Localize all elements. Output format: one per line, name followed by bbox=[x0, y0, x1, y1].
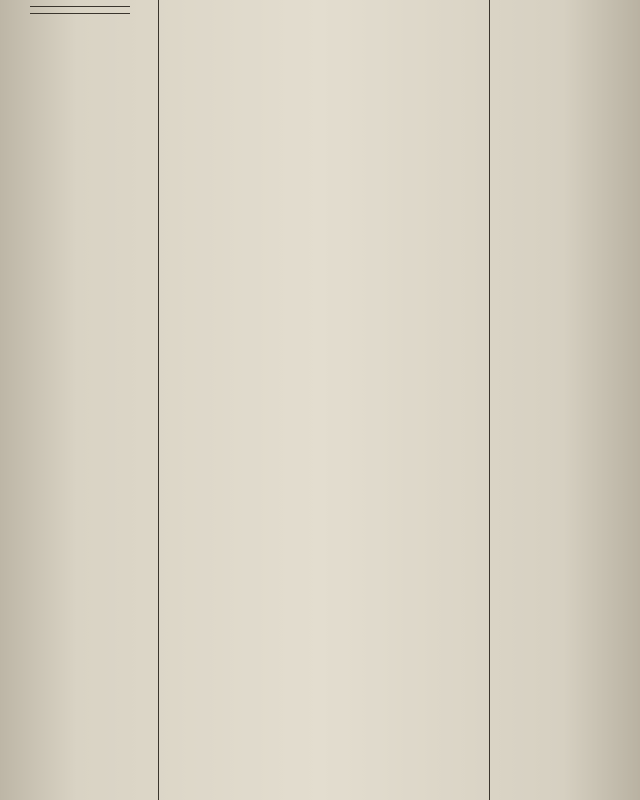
separator bbox=[30, 6, 130, 7]
column-rule bbox=[158, 0, 159, 800]
right-column bbox=[494, 0, 640, 800]
separator bbox=[30, 13, 130, 14]
column-rule bbox=[489, 0, 490, 800]
left-column bbox=[0, 0, 158, 800]
middle-column bbox=[163, 0, 485, 800]
